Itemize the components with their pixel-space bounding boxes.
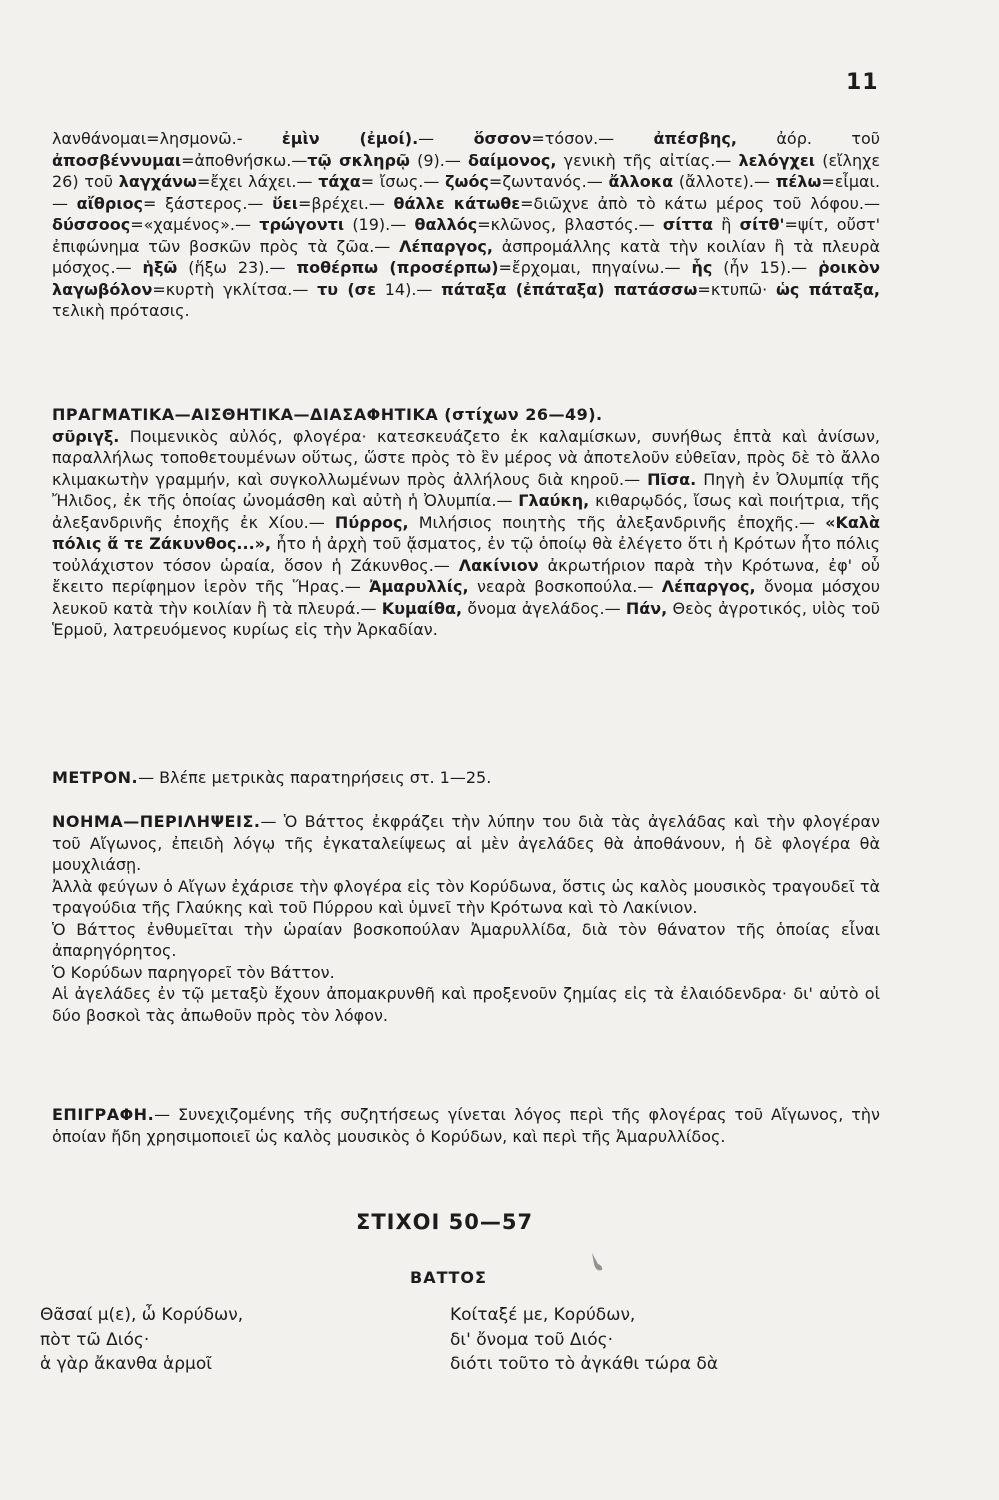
gloss-term: ὡς πάταξα, (776, 279, 881, 299)
noima-paragraph: Αἱ ἀγελάδες ἐν τῷ μεταξὺ ἔχουν ἀπομακρυνθῆ καὶ προξενοῦν ζημίας εἰς τὰ ἐλαιόδενδρα· δι' αὐτὸ οἱ δύο βοσκοὶ τὰς ἀπωθοῦν πρὸς τὸν λόφον. (52, 984, 880, 1025)
gloss-term: ῥοικὸν λαγωβόλον (52, 258, 881, 299)
gloss-term: Γλαύκη, (518, 491, 590, 510)
gloss-definition: =ζωντανός.— (488, 172, 609, 191)
verse-translation-column (450, 1303, 718, 1377)
metron-text: — Βλέπε μετρικὰς παρατηρήσεις στ. 1—25. (138, 768, 492, 787)
pragmatika-paragraph (52, 426, 880, 641)
gloss-definition: — (418, 129, 474, 148)
gloss-term: ὅσσον (473, 129, 532, 148)
gloss-definition: ἢ (713, 215, 740, 234)
speaker-name: ΒΑΤΤΟΣ (410, 1268, 487, 1287)
verse-line: ἁ γὰρ ἄκανθα ἁρμοῖ (40, 1354, 212, 1374)
gloss-definition: λανθάνομαι=λησμονῶ.- (52, 129, 282, 148)
gloss-definition: τελικὴ πρότασις. (52, 301, 190, 320)
gloss-term: τρώγοντι (259, 215, 345, 234)
gloss-definition: =ψίτ, οὔστ' ἐπιφώνημα τῶν βοσκῶν πρὸς τὰ ζῶα.— (52, 215, 880, 256)
gloss-definition: 14).— (376, 279, 442, 299)
gloss-definition: ἦτο ἡ ἀρχὴ τοῦ ᾄσματος, ἐν τῷ ὁποίῳ θὰ ἐλέγετο ὅτι ἡ Κρότων ἦτο πόλις τοὐλάχιστον τόσον ὡραία, ὅσον ἡ Ζάκυνθος.— (52, 534, 880, 575)
gloss-term: ἀποσβέννυμαι (52, 150, 182, 170)
gloss-term: Κυμαίθα, (381, 598, 463, 618)
gloss-term: σῦριγξ. (52, 426, 120, 446)
ink-mark-icon (590, 1252, 604, 1274)
gloss-definition: (9).— (409, 150, 469, 170)
verses-title: ΣΤΙΧΟΙ 50—57 (356, 1210, 534, 1234)
gloss-term: ἄλλοκα (608, 172, 674, 191)
gloss-term: ἡξῶ (142, 258, 178, 277)
verse-original-column (40, 1303, 243, 1377)
gloss-definition: (19).— (344, 215, 415, 234)
gloss-definition: Πηγὴ ἐν Ὀλυμπίᾳ τῆς Ἤλιδος, ἐκ τῆς ὁποίας ὠνομάσθη καὶ αὐτὴ ἡ Ὀλυμπία.— (52, 469, 880, 510)
noima-paragraph: — Ὁ Βάττος ἐκφράζει τὴν λύπην του διὰ τὰς ἀγελάδας καὶ τὴν φλογέραν τοῦ Αἴγωνος, ἐπειδὴ λόγῳ τῆς ἐγκαταλείψεως αἱ μὲν ἀγελάδες θὰ ἀποθάνουν, ἡ δὲ φλογέρα θὰ μουχλιάσῃ. (52, 812, 880, 874)
gloss-term: Πῖσα. (647, 469, 697, 489)
gloss-term: ὕει (272, 193, 299, 213)
gloss-term: λελόγχει (738, 150, 816, 170)
gloss-term: δαίμονος, (468, 150, 557, 170)
gloss-definition: γενικὴ τῆς αἰτίας.— (556, 150, 739, 170)
gloss-definition: ἀκρωτήριον παρὰ τὴν Κρότωνα, ἐφ' οὗ ἔκειτο περίφημον ἱερὸν τῆς Ἥρας.— (52, 555, 880, 596)
pragmatika-section (52, 404, 880, 641)
gloss-definition: =εἶμαι.— (52, 172, 881, 213)
pragmatika-heading: ΠΡΑΓΜΑΤΙΚΑ—ΑΙΣΘΗΤΙΚΑ—ΔΙΑΣΑΦΗΤΙΚΑ (στίχων 26—49). (52, 405, 603, 424)
gloss-definition: =τόσον.— (531, 129, 654, 148)
gloss-definition: (ἄλλοτε).— (673, 172, 776, 191)
noima-heading: ΝΟΗΜΑ—ΠΕΡΙΛΗΨΕΙΣ. (52, 812, 261, 831)
metron-section (52, 767, 880, 789)
gloss-definition: =ἔχει λάχει.— (196, 172, 319, 191)
gloss-term: ποθέρπω (προσέρπω) (296, 258, 499, 277)
gloss-term: αἴθριος (76, 193, 144, 213)
noima-paragraph: Ὁ Βάττος ἐνθυμεῖται τὴν ὡραίαν βοσκοπούλαν Ἀμαρυλλίδα, διὰ τὸν θάνατον τῆς ὁποίας εἶναι ἀπαρηγόρητος. (52, 919, 880, 960)
gloss-definition: =κτυπῶ· (697, 279, 777, 299)
noima-paragraph: Ἀλλὰ φεύγων ὁ Αἴγων ἐχάρισε τὴν φλογέρα εἰς τὸν Κορύδωνα, ὅστις ὡς καλὸς μουσικὸς τραγουδεῖ τὰ τραγούδια τῆς Γλαύκης καὶ τοῦ Πύρρου καὶ ὑμνεῖ τὴν Κρότωνα καὶ τὸ Λακίνιον. (52, 876, 880, 917)
gloss-term: τυ (σε (317, 279, 376, 299)
gloss-term: Λακίνιον (458, 555, 539, 575)
noima-paragraph: Ὁ Κορύδων παρηγορεῖ τὸν Βάττον. (52, 962, 335, 982)
epigrafi-section (52, 1104, 880, 1147)
gloss-definition: Ποιμενικὸς αὐλός, φλογέρα· κατεσκευάζετο ἐκ καλαμίσκων, συνήθως ἑπτὰ καὶ ἀνίσων, παραλλήλως τοποθετουμένων οὕτως, ὥστε πρὸς τὸ ἓν μέρος νὰ ἀποτελοῦν εὐθεῖαν, πρὸς δὲ τὸ ἄλλο κλιμακωτὴν γραμμήν, καὶ συγκολλωμένων πρὸς ἀλλήλους διὰ κηροῦ.— (52, 426, 880, 489)
translation-line: διότι τοῦτο τὸ ἀγκάθι τώρα δὰ (450, 1354, 719, 1374)
gloss-term: δύσσοος (52, 215, 131, 234)
epigrafi-text: — Συνεχιζομένης τῆς συζητήσεως γίνεται λόγος περὶ τῆς φλογέρας τοῦ Αἴγωνος, τὴν ὁποίαν ἤδη χρησιμοποιεῖ ὡς καλὸς μουσικὸς ὁ Κορύδων, καὶ περὶ τῆς Ἀμαρυλλίδος. (52, 1105, 880, 1146)
gloss-term: θάλλε κάτωθε (393, 193, 521, 213)
gloss-definition: =κλῶνος, βλαστός.— (477, 215, 663, 234)
gloss-definition: Μιλήσιος ποιητὴς τῆς ἀλεξανδρινῆς ἐποχῆς.— (408, 512, 826, 532)
gloss-definition: νεαρὰ βοσκοπούλα.— (468, 577, 662, 596)
epigrafi-heading: ΕΠΙΓΡΑΦΗ. (52, 1105, 155, 1124)
gloss-definition: =βρέχει.— (298, 193, 394, 213)
page-number: 11 (846, 70, 879, 95)
gloss-definition: (ἦν 15).— (712, 258, 819, 277)
gloss-definition: =ἀποθνήσκω.— (181, 150, 308, 170)
gloss-definition: = ἴσως.— (360, 172, 446, 191)
glossary-paragraph (52, 128, 880, 322)
gloss-term: Ἀμαρυλλίς, (369, 577, 469, 596)
gloss-term: Λέπαργος, (661, 577, 756, 596)
gloss-term: ζωός (445, 172, 489, 191)
gloss-definition: = ξάστερος.— (143, 193, 273, 213)
gloss-term: Πύρρος, (334, 512, 409, 532)
gloss-definition: ὄνομα μόσχου λευκοῦ κατὰ τὴν κοιλίαν ἢ τὰ πλευρά.— (52, 577, 881, 618)
gloss-term: θαλλός (414, 215, 478, 234)
gloss-term: ἐμὶν (ἐμοί). (281, 129, 419, 148)
gloss-term: σίττα (662, 215, 713, 234)
gloss-term: Πάν, (625, 598, 668, 618)
gloss-term: Λέπαργος, (399, 236, 493, 256)
translation-line: δι' ὄνομα τοῦ Διός· (450, 1329, 613, 1350)
gloss-definition: =ἔρχομαι, πηγαίνω.— (498, 258, 692, 277)
verse-line: Θᾶσαί μ(ε), ὦ Κορύδων, (40, 1305, 244, 1325)
gloss-term: σίτθ' (739, 215, 785, 234)
gloss-term: λαγχάνω (118, 172, 197, 191)
gloss-definition: κιθαρῳδός, ἴσως καὶ ποιήτρια, τῆς ἀλεξανδρινῆς ἐποχῆς ἐκ Χίου.— (52, 491, 880, 532)
gloss-definition: (ἥξω 23).— (177, 258, 297, 277)
gloss-definition: ἀόρ. τοῦ (736, 129, 880, 148)
gloss-definition: ἀσπρομάλλης κατὰ τὴν κοιλίαν ἢ τὰ πλευρὰ μόσχος.— (52, 236, 880, 277)
gloss-definition: =διῶχνε ἀπὸ τὸ κάτω μέρος τοῦ λόφου.— (520, 193, 881, 213)
gloss-definition: ὄνομα ἀγελάδος.— (462, 598, 626, 618)
verse-line: πὸτ τῶ Διός· (40, 1329, 150, 1350)
metron-heading: ΜΕΤΡΟΝ. (52, 768, 139, 787)
gloss-term: τῷ σκληρῷ (307, 150, 410, 170)
translation-line: Κοίταξέ με, Κορύδων, (450, 1305, 636, 1325)
gloss-term: «Καλὰ πόλις ἅ τε Ζάκυνθος...», (52, 512, 880, 553)
gloss-term: πάταξα (ἐπάταξα) πατάσσω (441, 279, 698, 299)
gloss-term: τάχα (318, 172, 361, 191)
gloss-term: ἧς (691, 258, 713, 277)
gloss-definition: =κυρτὴ γκλίτσα.— (152, 279, 318, 299)
noima-section (52, 811, 880, 1026)
gloss-definition: Θεὸς ἀγροτικός, υἱὸς τοῦ Ἑρμοῦ, λατρευόμενος κυρίως εἰς τὴν Ἀρκαδίαν. (52, 598, 881, 639)
gloss-definition: =«χαμένος».— (130, 215, 260, 234)
gloss-definition: (εἴληχε 26) τοῦ (52, 150, 881, 191)
gloss-term: πέλω (775, 172, 822, 191)
gloss-term: ἀπέσβης, (653, 129, 737, 148)
